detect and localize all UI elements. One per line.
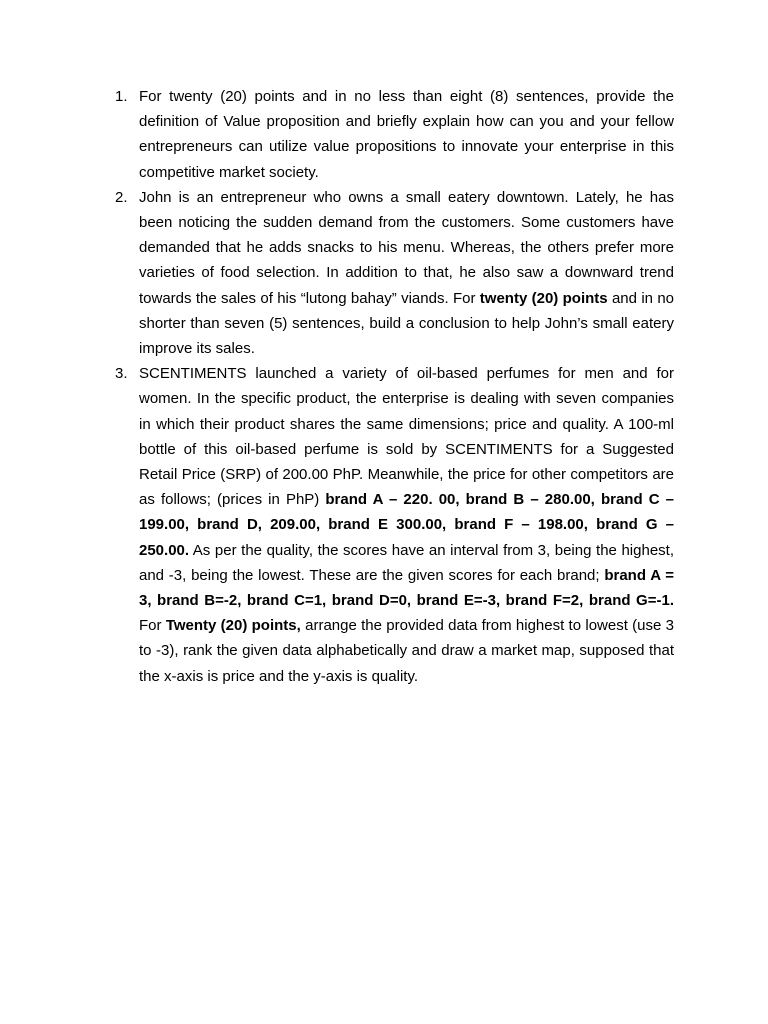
question-text: For (139, 617, 166, 635)
question-item-3 (115, 361, 675, 689)
question-item-2 (115, 185, 675, 361)
question-text: SCENTIMENTS launched a variety of oil-based perfumes for men and for women. In the specific product, the enterprise is dealing with seven companies in which their product shares the same dimensions; price and quality. A 100-ml bottle of this oil-based perfume is sold by SCENTIMENTS for a Suggested Retail Price (SRP) of 200.00 PhP. Meanwhile, the price for other competitors are as follows; (prices in PhP) (139, 365, 674, 509)
question-text: For twenty (20) points and in no less than eight (8) sentences, provide the definition of Value proposition and briefly explain how can you and your fellow entrepreneurs can utilize value propositions to innovate your enterprise in this competitive market society. (139, 88, 674, 181)
question-item-1 (115, 84, 674, 185)
question-text-bold: Twenty (20) points, (165, 617, 301, 635)
question-list (115, 84, 675, 689)
question-text: and in no shorter than seven (5) sentences, build a conclusion to help John’s small eatery improve its sales. (139, 289, 675, 358)
question-text: As per the quality, the scores have an interval from 3, being the highest, and -3, being the lowest. These are the given scores for each brand; (139, 541, 674, 584)
question-text-bold: brand A = 3, brand B=-2, brand C=1, brand D=0, brand E=-3, brand F=2, brand G=-1. (139, 566, 675, 610)
question-text: John is an entrepreneur who owns a small eatery downtown. Lately, he has been noticing the sudden demand from the customers. Some customers have demanded that he adds snacks to his menu. Whereas, the others prefer more varieties of food selection. In addition to that, he also saw a downward trend towards the sales of his “lutong bahay” viands. For (139, 188, 674, 307)
question-number: 1. (115, 88, 128, 105)
question-text-bold: twenty (20) points (479, 289, 608, 307)
question-text-bold: brand A – 220. 00, brand B – 280.00, brand C – 199.00, brand D, 209.00, brand E 300.00, brand F – 198.00, brand G – 250.00. (139, 491, 674, 559)
question-text: arrange the provided data from highest to lowest (use 3 to -3), rank the given data alphabetically and draw a market map, supposed that the x-axis is price and the y-axis is quality. (139, 617, 675, 685)
question-number: 3. (115, 365, 128, 383)
question-number: 2. (115, 188, 128, 206)
